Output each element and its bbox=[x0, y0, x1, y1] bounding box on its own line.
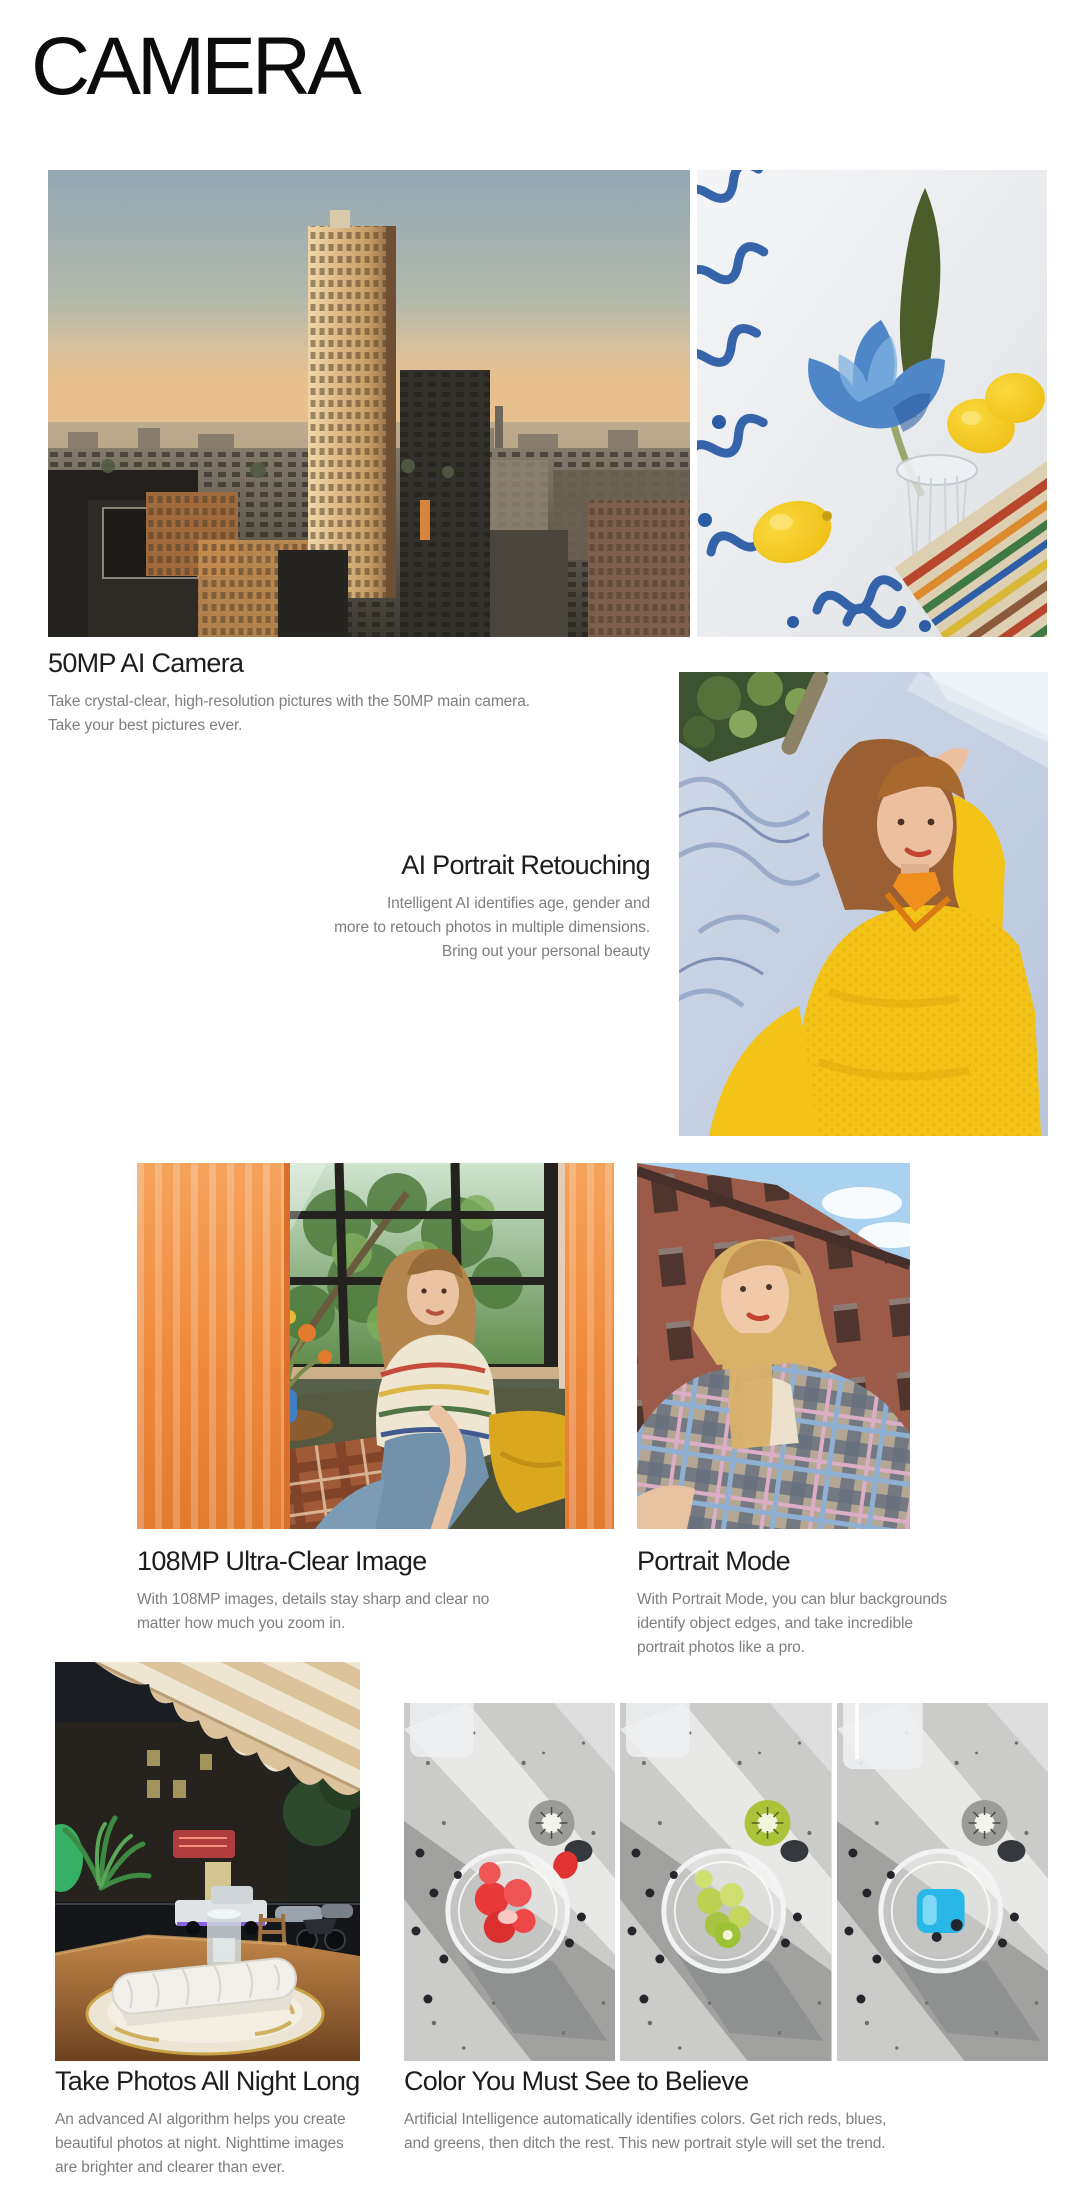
portrait-retouching-heading: AI Portrait Retouching bbox=[401, 850, 650, 880]
body-line: With 108MP images, details stay sharp and clear no bbox=[137, 1591, 490, 1608]
yellow-sweater-portrait-photo bbox=[679, 672, 1048, 1136]
main-camera-heading: 50MP AI Camera bbox=[48, 648, 244, 678]
body-line: An advanced AI algorithm helps you create bbox=[55, 2111, 346, 2128]
section-portrait-retouching bbox=[334, 850, 650, 964]
orange-curtain-room-photo bbox=[137, 1163, 614, 1529]
lemons-still-life-photo bbox=[697, 170, 1047, 637]
body-line: are brighter and clearer than ever. bbox=[55, 2159, 285, 2176]
section-portrait-mode bbox=[637, 1546, 947, 1660]
night-table-photo bbox=[55, 1662, 360, 2061]
color-triptych-photo bbox=[404, 1703, 1048, 2061]
triptych-panel-green bbox=[620, 1703, 831, 2061]
body-line: portrait photos like a pro. bbox=[637, 1639, 805, 1656]
body-line: Take crystal-clear, high-resolution pictures with the 50MP main camera. bbox=[48, 693, 530, 710]
section-main-camera bbox=[48, 648, 530, 738]
triptych-panel-blue bbox=[837, 1703, 1048, 2061]
portrait-mode-heading: Portrait Mode bbox=[637, 1546, 790, 1576]
color-heading: Color You Must See to Believe bbox=[404, 2066, 749, 2096]
body-line: beautiful photos at night. Nighttime images bbox=[55, 2135, 344, 2152]
body-line: more to retouch photos in multiple dimensions. bbox=[334, 919, 650, 936]
ultra-clear-heading: 108MP Ultra-Clear Image bbox=[137, 1546, 427, 1576]
page-title: CAMERA bbox=[31, 21, 358, 112]
triptych-panel-red bbox=[404, 1703, 615, 2061]
body-line: matter how much you zoom in. bbox=[137, 1615, 346, 1632]
body-line: Intelligent AI identifies age, gender and bbox=[386, 895, 650, 912]
section-night bbox=[55, 2066, 360, 2180]
night-heading: Take Photos All Night Long bbox=[55, 2066, 360, 2096]
body-line: and greens, then ditch the rest. This new portrait style will set the trend. bbox=[404, 2135, 886, 2152]
body-line: Artificial Intelligence automatically identifies colors. Get rich reds, blues, bbox=[404, 2111, 887, 2128]
body-line: Bring out your personal beauty bbox=[441, 943, 650, 960]
body-line: Take your best pictures ever. bbox=[48, 717, 243, 734]
plaid-portrait-photo bbox=[637, 1163, 910, 1529]
body-line: With Portrait Mode, you can blur backgrounds bbox=[637, 1591, 948, 1608]
body-line: identify object edges, and take incredible bbox=[637, 1615, 913, 1632]
section-color bbox=[404, 2066, 886, 2156]
section-ultra-clear bbox=[137, 1546, 489, 1636]
city-skyline-photo bbox=[48, 170, 690, 637]
